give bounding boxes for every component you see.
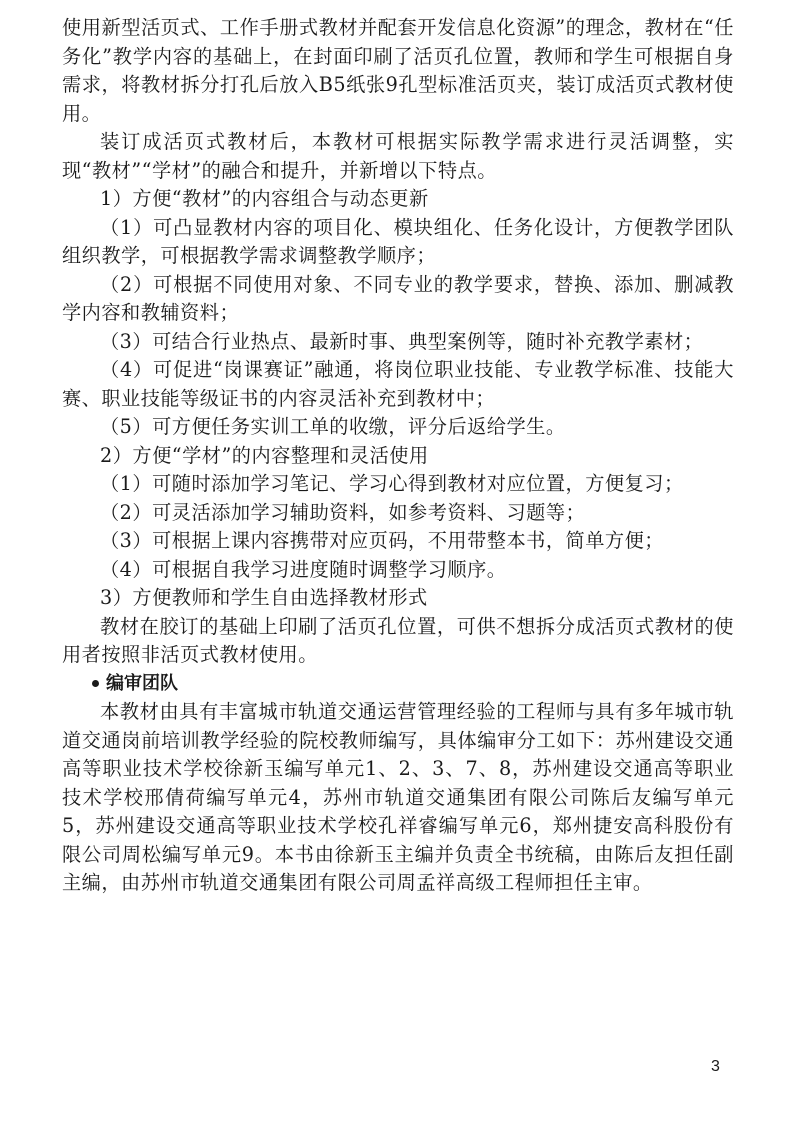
group1-title: 1）方便“教材”的内容组合与动态更新 <box>100 187 429 210</box>
editorial-heading-label: 编审团队 <box>106 672 178 694</box>
group1-item-2: （2）可根据不同使用对象、不同专业的教学要求，替换、添加、删减教学内容和教辅资料； <box>62 272 734 324</box>
group3-title: 3）方便教师和学生自由选择教材形式 <box>100 586 428 609</box>
group1-item-5: （5）可方便任务实训工单的收缴，评分后返给学生。 <box>100 415 566 438</box>
group2-item-3: （3）可根据上课内容携带对应页码，不用带整本书，简单方便； <box>100 529 664 552</box>
page-content <box>62 14 734 898</box>
page-number: 3 <box>711 1058 720 1075</box>
group1-item-4: （4）可促进“岗课赛证”融通，将岗位职业技能、专业教学标准、技能大赛、职业技能等级证书的内容灵活补充到教材中； <box>62 358 734 410</box>
editorial-section-heading <box>62 670 734 699</box>
paragraph-features-intro: 装订成活页式教材后，本教材可根据实际教学需求进行灵活调整，实现“教材”“学材”的融合和提升，并新增以下特点。 <box>62 130 734 182</box>
group2-title: 2）方便“学材”的内容整理和灵活使用 <box>100 443 429 467</box>
group2-item-1: （1）可随时添加学习笔记、学习心得到教材对应位置，方便复习； <box>100 472 684 495</box>
editorial-text: 本教材由具有丰富城市轨道交通运营管理经验的工程师与具有多年城市轨道交通岗前培训教学经验的院校教师编写，具体编审分工如下：苏州建设交通高等职业技术学校徐新玉编写单元1、2、3、7、8，苏州建设交通高等职业技术学校邢倩荷编写单元4，苏州市轨道交通集团有限公司陈后友编写单元5，苏州建设交通高等职业技术学校孔祥睿编写单元6，郑州捷安高科股份有限公司周松编写单元9。本书由徐新玉主编并负责全书统稿，由陈后友担任副主编，由苏州市轨道交通集团有限公司周孟祥高级工程师担任主审。 <box>62 700 734 894</box>
group1-item-3: （3）可结合行业热点、最新时事、典型案例等，随时补充教学素材； <box>100 329 704 353</box>
paragraph-intro-continued: 使用新型活页式、工作手册式教材并配套开发信息化资源”的理念，教材在“任务化”教学内容的基础上，在封面印刷了活页孔位置，教师和学生可根据自身需求，将教材拆分打孔后放入B5纸张9孔型标准活页夹，装订成活页式教材使用。 <box>62 16 734 125</box>
group2-item-4: （4）可根据自我学习进度随时调整学习顺序。 <box>100 557 507 581</box>
group3-text: 教材在胶订的基础上印刷了活页孔位置，可供不想拆分成活页式教材的使用者按照非活页式教材使用。 <box>62 614 734 666</box>
group1-item-1: （1）可凸显教材内容的项目化、模块组化、任务化设计，方便教学团队组织教学，可根据教学需求调整教学顺序； <box>62 215 734 267</box>
group2-item-2: （2）可灵活添加学习辅助资料，如参考资料、习题等； <box>100 500 586 524</box>
bullet-icon <box>92 680 99 687</box>
